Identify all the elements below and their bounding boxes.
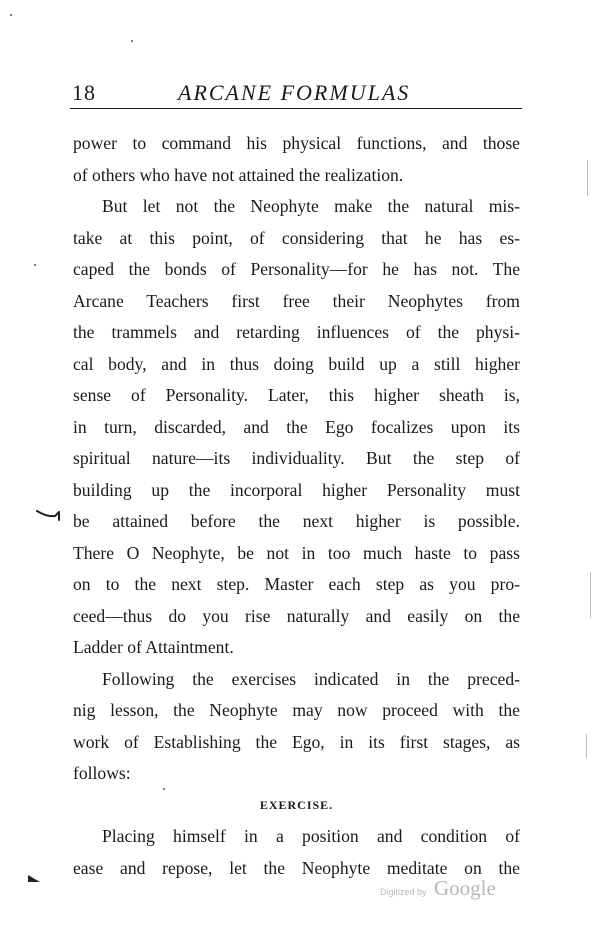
text-line: in turn, discarded, and the Ego focalizes upon its: [73, 416, 520, 437]
page-number: 18: [72, 80, 96, 105]
running-title: ARCANE FORMULAS: [178, 80, 411, 105]
text-line: Placing himself in a position and condition of: [102, 826, 520, 846]
text-line: follows:: [73, 763, 131, 783]
text-line: sense of Personality. Later, this higher sheath is,: [73, 385, 520, 405]
scan-speck: [131, 40, 133, 42]
text-line: of others who have not attained the realization.: [73, 164, 404, 185]
scan-edge-line: [587, 160, 588, 196]
text-line: cal body, and in thus doing build up a still higher: [73, 353, 520, 374]
scan-speck: [10, 14, 12, 16]
text-line: power to command his physical functions, and those: [73, 133, 520, 153]
text-line: ceed—thus do you rise naturally and easily on the: [73, 605, 520, 626]
text-line: Following the exercises indicated in the preced-: [102, 668, 520, 689]
text-line: spiritual nature—its individuality. But the step of: [73, 448, 520, 468]
google-watermark: [380, 876, 496, 901]
scan-edge-line: [590, 572, 591, 618]
margin-mark-icon: [36, 508, 62, 522]
digitized-label: Digitized by: [380, 887, 427, 897]
google-label: Google: [433, 876, 496, 900]
text-line: ease and repose, let the Neophyte meditate on the: [73, 857, 520, 878]
text-line: be attained before the next higher is possible.: [73, 511, 520, 531]
text-line: Arcane Teachers first free their Neophytes from: [73, 290, 520, 311]
text-line: building up the incorporal higher Personality must: [73, 479, 520, 500]
text-line: caped the bonds of Personality—for he has not. The: [73, 259, 520, 279]
scan-speck: [163, 788, 165, 790]
text-line: There O Neophyte, be not in too much haste to pass: [73, 542, 520, 563]
text-line: But let not the Neophyte make the natural mis-: [102, 196, 520, 216]
text-line: on to the next step. Master each step as you pro-: [73, 574, 520, 594]
margin-arrow-icon: [27, 873, 41, 883]
body-text: [73, 128, 520, 884]
text-line: work of Establishing the Ego, in its first stages, as: [73, 731, 520, 752]
text-line: take at this point, of considering that he has es-: [73, 227, 520, 248]
scan-edge-line: [586, 734, 587, 758]
exercise-heading: EXERCISE.: [259, 797, 334, 812]
page-header: [70, 74, 522, 109]
text-line: the trammels and retarding influences of the physi-: [73, 322, 520, 342]
text-line: Ladder of Attaintment.: [73, 637, 234, 657]
text-line: nig lesson, the Neophyte may now proceed with the: [73, 700, 520, 720]
scan-speck: [34, 264, 36, 266]
